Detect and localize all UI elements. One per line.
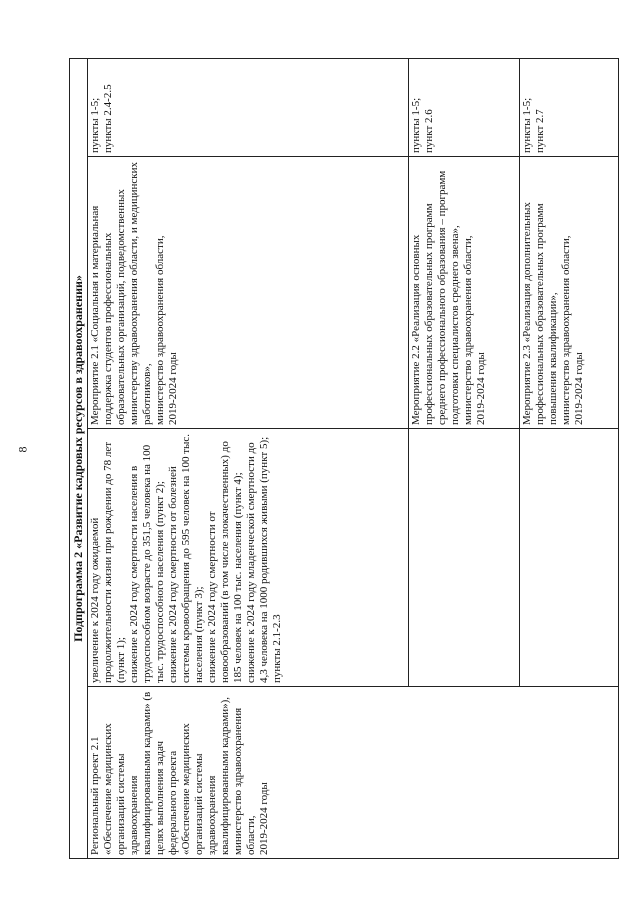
refs-cell bbox=[88, 58, 409, 156]
measure-text: Мероприятие 2.2 «Реализация основных профессиональных образовательных программ среднего профессионального образования – программ подготовки специалистов среднего звена», министерство здравоохранения области, 2019-2024 годы bbox=[410, 170, 487, 425]
refs-cell bbox=[409, 58, 520, 156]
page-number: 8 bbox=[15, 446, 30, 453]
measure-text: Мероприятие 2.1 «Социальная и материальная поддержка студентов профессиональных образовательных организаций, подведомственных министерству здравоохранения области, и медицинских работников», министерство здравоохранения области, 2019-2024 годы bbox=[89, 161, 179, 425]
project-cell bbox=[88, 687, 619, 859]
subprogram-title: Подпрограмма 2 «Развитие кадровых ресурсов в здравоохранении» bbox=[70, 58, 88, 858]
targets-cell bbox=[88, 429, 409, 687]
measure-cell bbox=[520, 157, 619, 429]
rotated-table-sheet bbox=[69, 59, 629, 859]
measure-refs: пункты 1-5; пункты 2.4-2.5 bbox=[89, 84, 114, 153]
measure-refs: пункты 1-5; пункт 2.6 bbox=[410, 97, 435, 153]
measure-refs: пункты 1-5; пункт 2.7 bbox=[521, 97, 546, 153]
program-table bbox=[69, 58, 619, 859]
targets-text: увеличение к 2024 году ожидаемой продолжительности жизни при рождении до 78 лет (пункт 1); снижение к 2024 году смертности населения в трудоспособном возрасте до 351,5 человека на 100 тыс. трудоспособного населения (пункт 2); снижение к 2024 году смертности от болезней системы кровообращения до 595 человек на 100 тыс. населения (пункт 3); снижение к 2024 году смертности от новообразований (в том числе злокачественных) до 185 человек на 100 тыс. населения (пункт 4); снижение к 2024 году младенческой смертности до 4,3 человека на 1000 родившихся живыми (пункт 5); пункты 2.1-2.3 bbox=[89, 433, 283, 683]
refs-cell bbox=[520, 58, 619, 156]
table-row bbox=[88, 58, 409, 858]
empty-targets-cell bbox=[520, 429, 619, 687]
measure-text: Мероприятие 2.3 «Реализация дополнительных профессиональных образовательных программ повышения квалификации», министерство здравоохранения области, 2019-2024 годы bbox=[521, 202, 585, 425]
measure-cell bbox=[88, 157, 409, 429]
project-text: Региональный проект 2.1 «Обеспечение медицинских организаций системы здравоохранения квалифицированными кадрами» (в целях выполнения задач федерального проекта «Обеспечение медицинских организаций системы здравоохранения квалифицированными кадрами»), министерство здравоохранения области, 2019-2024 годы bbox=[89, 691, 270, 855]
measure-cell bbox=[409, 157, 520, 429]
empty-targets-cell bbox=[409, 429, 520, 687]
subprogram-header-row bbox=[70, 58, 88, 858]
